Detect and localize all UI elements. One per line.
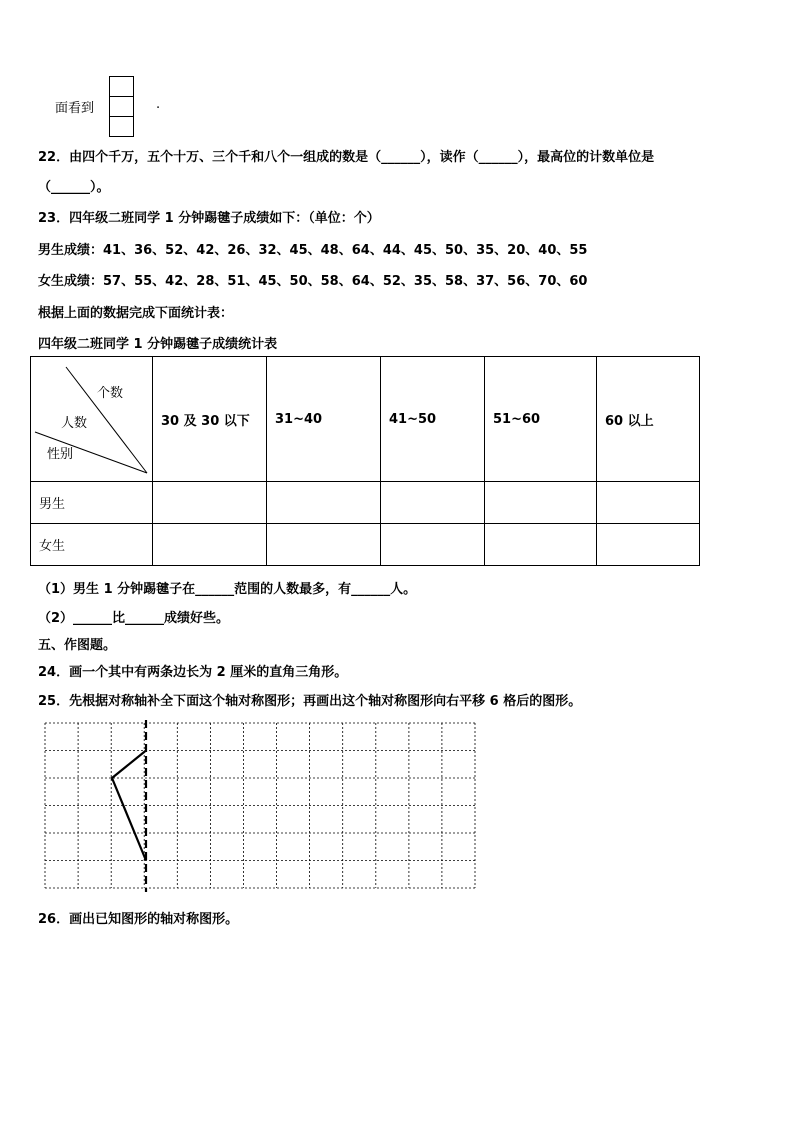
table-row (31, 482, 700, 524)
q26-text: 26．画出已知图形的轴对称图形。 (38, 912, 239, 927)
table-row (31, 524, 700, 566)
answer-cell[interactable] (381, 482, 485, 524)
square (109, 76, 134, 97)
answer-cell[interactable] (153, 482, 267, 524)
q23-intro: 23．四年级二班同学 1 分钟踢毽子成绩如下：（单位：个） (38, 211, 380, 226)
answer-cell[interactable] (597, 482, 700, 524)
q23-instruction: 根据上面的数据完成下面统计表： (38, 306, 234, 321)
col-header: 51~60 (485, 357, 597, 482)
q23-girls-scores: 女生成绩：57、55、42、28、51、45、50、58、64、52、35、58、37、56、70、60 (38, 274, 588, 289)
q23-table-title: 四年级二班同学 1 分钟踢毽子成绩统计表 (38, 337, 278, 352)
col-header: 30 及 30 以下 (153, 357, 267, 482)
col-header: 60 以上 (597, 357, 700, 482)
answer-cell[interactable] (597, 524, 700, 566)
square (109, 116, 134, 137)
q23-sub2: （2）______比______成绩好些。 (38, 611, 230, 626)
stats-table (30, 356, 700, 566)
answer-cell[interactable] (153, 524, 267, 566)
answer-cell[interactable] (381, 524, 485, 566)
table-corner-cell (31, 357, 153, 482)
corner-people-label: 人数 (61, 416, 88, 431)
symmetry-grid (44, 720, 478, 892)
square (109, 96, 134, 117)
answer-cell[interactable] (485, 524, 597, 566)
col-header: 31~40 (267, 357, 381, 482)
corner-gender-label: 性别 (47, 447, 74, 462)
row-label: 女生 (31, 524, 153, 566)
q21-label: 面看到 (55, 101, 95, 116)
section5-title: 五、作图题。 (38, 638, 117, 653)
diagonal-lines (31, 357, 152, 481)
q22-line2: （______）。 (38, 180, 110, 195)
q24-text: 24．画一个其中有两条边长为 2 厘米的直角三角形。 (38, 665, 348, 680)
q22-line1: 22．由四个千万，五个十万、三个千和八个一组成的数是（______），读作（______），最高位的计数单位是 (38, 150, 655, 165)
col-header: 41~50 (381, 357, 485, 482)
answer-cell[interactable] (267, 524, 381, 566)
stacked-squares-figure (109, 76, 132, 137)
q25-text: 25．先根据对称轴补全下面这个轴对称图形；再画出这个轴对称图形向右平移 6 格后的图形。 (38, 694, 582, 709)
q21-dot: . (156, 97, 161, 112)
answer-cell[interactable] (267, 482, 381, 524)
q23-sub1: （1）男生 1 分钟踢毽子在______范围的人数最多，有______人。 (38, 582, 417, 597)
row-label: 男生 (31, 482, 153, 524)
grid-lines (45, 723, 475, 888)
q23-boys-scores: 男生成绩：41、36、52、42、26、32、45、48、64、44、45、50、35、20、40、55 (38, 243, 588, 258)
corner-count-label: 个数 (97, 386, 124, 401)
answer-cell[interactable] (485, 482, 597, 524)
